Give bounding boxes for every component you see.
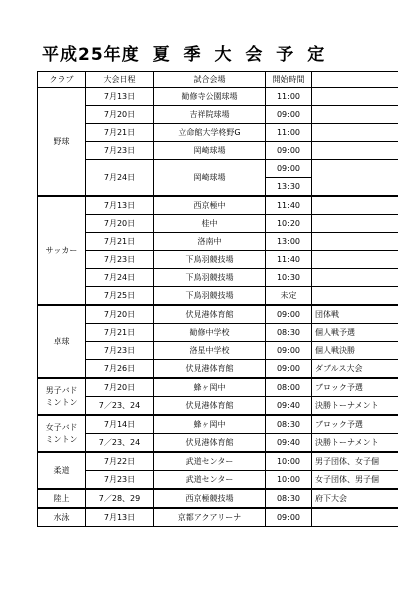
venue-cell: 伏見港体育館 [154, 397, 266, 416]
table-row [38, 160, 398, 178]
note-cell: 女子団体、男子個 [312, 471, 398, 490]
date-cell: 7月23日 [86, 342, 154, 360]
note-cell [312, 106, 398, 124]
club-cell [38, 378, 86, 415]
note-cell [312, 508, 398, 527]
note-cell [312, 269, 398, 287]
time-cell: 08:00 [266, 378, 312, 397]
date-cell: 7月23日 [86, 471, 154, 490]
time-cell: 10:20 [266, 215, 312, 233]
club-cell: 野球 [38, 88, 86, 197]
time-cell: 08:30 [266, 324, 312, 342]
note-cell: 決勝トーナメント [312, 434, 398, 453]
date-cell: 7月13日 [86, 508, 154, 527]
venue-cell: 立命館大学柊野G [154, 124, 266, 142]
date-cell: 7月20日 [86, 305, 154, 324]
venue-cell: 岡崎球場 [154, 142, 266, 160]
time-cell: 09:00 [266, 106, 312, 124]
table-row [38, 452, 398, 471]
table-row [38, 88, 398, 106]
table-row [38, 233, 398, 251]
note-cell: 個人戦決勝 [312, 342, 398, 360]
header-date: 大会日程 [86, 72, 154, 88]
time-cell: 11:40 [266, 251, 312, 269]
table-row [38, 215, 398, 233]
note-cell: 男子団体、女子個 [312, 452, 398, 471]
date-cell: 7月21日 [86, 324, 154, 342]
date-cell: 7月25日 [86, 287, 154, 306]
table-row [38, 378, 398, 397]
date-cell: 7月26日 [86, 360, 154, 379]
time-cell: 09:00 [266, 508, 312, 527]
header-club: クラブ [38, 72, 86, 88]
venue-cell: 洛星中学校 [154, 342, 266, 360]
table-row [38, 342, 398, 360]
venue-cell: 勧修寺公園球場 [154, 88, 266, 106]
note-cell [312, 287, 398, 306]
header-venue: 試合会場 [154, 72, 266, 88]
date-cell: 7月24日 [86, 160, 154, 197]
table-row [38, 269, 398, 287]
table-body [38, 88, 398, 527]
time-cell: 09:00 [266, 142, 312, 160]
venue-cell: 武道センター [154, 471, 266, 490]
time-cell: 09:40 [266, 434, 312, 453]
time-cell: 11:00 [266, 124, 312, 142]
date-cell: 7月21日 [86, 233, 154, 251]
date-cell: 7月14日 [86, 415, 154, 434]
note-cell: 決勝トーナメント [312, 397, 398, 416]
time-cell: 08:30 [266, 415, 312, 434]
table-row [38, 489, 398, 508]
note-cell: 団体戦 [312, 305, 398, 324]
title-char: 定 [307, 45, 326, 65]
date-cell: 7月24日 [86, 269, 154, 287]
venue-cell: 下鳥羽競技場 [154, 251, 266, 269]
date-cell: 7月21日 [86, 124, 154, 142]
table-row [38, 508, 398, 527]
time-cell: 09:00 [266, 360, 312, 379]
date-cell: 7／28、29 [86, 489, 154, 508]
note-cell [312, 142, 398, 160]
club-cell: 陸上 [38, 489, 86, 508]
note-cell [312, 251, 398, 269]
table-row [38, 397, 398, 416]
venue-cell: 武道センター [154, 452, 266, 471]
date-cell: 7月20日 [86, 215, 154, 233]
table-row [38, 124, 398, 142]
venue-cell: 伏見港体育館 [154, 360, 266, 379]
header-note [312, 72, 398, 88]
venue-cell: 伏見港体育館 [154, 434, 266, 453]
club-cell [38, 415, 86, 452]
venue-cell: 勧修中学校 [154, 324, 266, 342]
club-label-line: 女子バド [45, 422, 78, 432]
date-cell: 7月20日 [86, 106, 154, 124]
venue-cell: 伏見港体育館 [154, 305, 266, 324]
note-cell [312, 196, 398, 215]
table-row [38, 251, 398, 269]
time-cell: 11:00 [266, 88, 312, 106]
date-cell: 7／23、24 [86, 397, 154, 416]
schedule-table [37, 71, 398, 527]
time-cell: 11:40 [266, 196, 312, 215]
venue-cell: 洛南中 [154, 233, 266, 251]
time-cell: 10:00 [266, 452, 312, 471]
date-cell: 7／23、24 [86, 434, 154, 453]
table-row [38, 434, 398, 453]
time-cell: 未定 [266, 287, 312, 306]
date-cell: 7月23日 [86, 142, 154, 160]
table-row [38, 142, 398, 160]
date-cell: 7月13日 [86, 88, 154, 106]
time-cell: 09:00 [266, 342, 312, 360]
club-label-line: 男子バド [45, 385, 78, 395]
time-cell: 09:00 [266, 160, 312, 178]
table-row [38, 360, 398, 379]
venue-cell: 下鳥羽競技場 [154, 269, 266, 287]
venue-cell: 下鳥羽競技場 [154, 287, 266, 306]
note-cell [312, 233, 398, 251]
note-cell [312, 215, 398, 233]
club-cell: 水泳 [38, 508, 86, 527]
time-cell: 09:40 [266, 397, 312, 416]
time-cell: 13:00 [266, 233, 312, 251]
title-char: 予 [276, 45, 295, 65]
venue-cell: 吉祥院球場 [154, 106, 266, 124]
title-char: 大 [214, 45, 233, 65]
table-row [38, 287, 398, 306]
table-row [38, 196, 398, 215]
note-cell: 府下大会 [312, 489, 398, 508]
note-cell: ブロック予選 [312, 378, 398, 397]
time-cell: 13:30 [266, 178, 312, 197]
table-row [38, 415, 398, 434]
date-cell: 7月22日 [86, 452, 154, 471]
venue-cell: 蜂ヶ岡中 [154, 378, 266, 397]
venue-cell: 西京極中 [154, 196, 266, 215]
table-row [38, 106, 398, 124]
venue-cell: 岡崎球場 [154, 160, 266, 197]
title-char: 夏 [152, 45, 171, 65]
note-cell: 個人戦予選 [312, 324, 398, 342]
venue-cell: 西京極競技場 [154, 489, 266, 508]
note-cell: ダブルス大会 [312, 360, 398, 379]
date-cell: 7月13日 [86, 196, 154, 215]
header-time: 開始時間 [266, 72, 312, 88]
note-cell [312, 124, 398, 142]
table-row [38, 471, 398, 490]
time-cell: 08:30 [266, 489, 312, 508]
date-cell: 7月23日 [86, 251, 154, 269]
venue-cell: 桂中 [154, 215, 266, 233]
table-row [38, 324, 398, 342]
club-label-line: ミントン [45, 397, 78, 407]
venue-cell: 京都アクアリーナ [154, 508, 266, 527]
note-cell [312, 88, 398, 106]
table-header-row [38, 72, 398, 88]
time-cell: 09:00 [266, 305, 312, 324]
title-char: 会 [245, 45, 264, 65]
date-cell: 7月20日 [86, 378, 154, 397]
table-row [38, 305, 398, 324]
club-label-line: ミントン [45, 434, 78, 444]
note-cell [312, 160, 398, 197]
note-cell: ブロック予選 [312, 415, 398, 434]
club-cell: 卓球 [38, 305, 86, 378]
club-cell: サッカー [38, 196, 86, 305]
title-char: 季 [183, 45, 202, 65]
title-year: 平成25年度 [42, 45, 140, 65]
venue-cell: 蜂ヶ岡中 [154, 415, 266, 434]
time-cell: 10:30 [266, 269, 312, 287]
time-cell: 10:00 [266, 471, 312, 490]
page-title [42, 40, 325, 65]
club-cell: 柔道 [38, 452, 86, 489]
